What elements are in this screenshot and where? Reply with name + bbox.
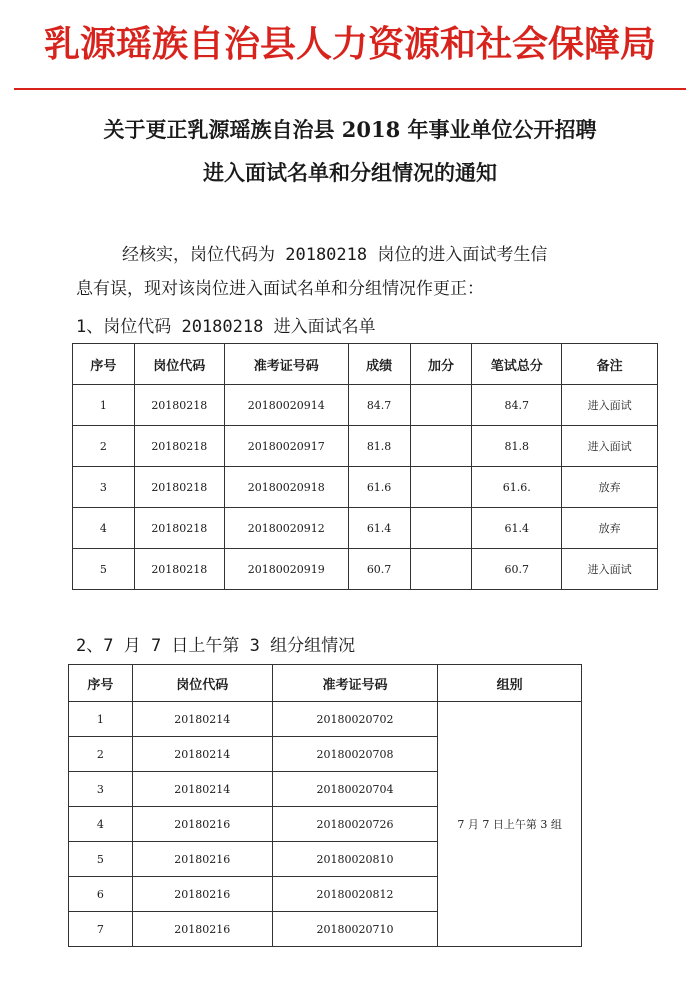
cell-seq: 7	[69, 912, 133, 947]
cell-exam-number: 20180020918	[224, 467, 348, 508]
body-paragraph-line-1: 经核实，岗位代码为 20180218 岗位的进入面试考生信	[122, 245, 548, 265]
col-header-bonus: 加分	[410, 344, 472, 385]
section-1-heading: 1、岗位代码 20180218 进入面试名单	[76, 317, 376, 337]
cell-seq: 1	[73, 385, 135, 426]
table-row	[73, 549, 658, 590]
cell-remarks: 进入面试	[562, 385, 658, 426]
col-header-post-code: 岗位代码	[134, 344, 224, 385]
cell-seq: 5	[73, 549, 135, 590]
col-header-exam-number: 准考证号码	[224, 344, 348, 385]
cell-seq: 3	[69, 772, 133, 807]
table-row	[73, 385, 658, 426]
issuing-authority-header: 乳源瑶族自治县人力资源和社会保障局	[43, 23, 656, 65]
cell-exam-number: 20180020710	[272, 912, 438, 947]
table-header-row	[73, 344, 658, 385]
cell-score: 84.7	[348, 385, 410, 426]
cell-seq: 4	[73, 508, 135, 549]
section-2-heading: 2、7 月 7 日上午第 3 组分组情况	[76, 636, 356, 656]
cell-remarks: 放弃	[562, 467, 658, 508]
cell-exam-number: 20180020919	[224, 549, 348, 590]
cell-exam-number: 20180020704	[272, 772, 438, 807]
cell-exam-number: 20180020917	[224, 426, 348, 467]
cell-score: 61.4	[348, 508, 410, 549]
table-row	[73, 508, 658, 549]
cell-post-code: 20180216	[132, 912, 272, 947]
cell-score: 81.8	[348, 426, 410, 467]
cell-exam-number: 20180020812	[272, 877, 438, 912]
cell-score: 61.6	[348, 467, 410, 508]
cell-post-code: 20180214	[132, 702, 272, 737]
cell-exam-number: 20180020726	[272, 807, 438, 842]
cell-post-code: 20180214	[132, 772, 272, 807]
table-header-row	[69, 665, 582, 702]
col-header-score: 成绩	[348, 344, 410, 385]
cell-exam-number: 20180020702	[272, 702, 438, 737]
cell-post-code: 20180218	[134, 549, 224, 590]
cell-post-code: 20180218	[134, 467, 224, 508]
col-header-remarks: 备注	[562, 344, 658, 385]
cell-post-code: 20180216	[132, 877, 272, 912]
cell-group: 7 月 7 日上午第 3 组	[438, 702, 582, 947]
cell-bonus	[410, 426, 472, 467]
interview-list-table	[72, 343, 658, 590]
body-paragraph-line-2: 息有误，现对该岗位进入面试名单和分组情况作更正：	[76, 279, 484, 299]
cell-score: 60.7	[348, 549, 410, 590]
document-title-line-2: 进入面试名单和分组情况的通知	[203, 160, 497, 185]
cell-seq: 6	[69, 877, 133, 912]
cell-exam-number: 20180020708	[272, 737, 438, 772]
cell-bonus	[410, 508, 472, 549]
cell-remarks: 放弃	[562, 508, 658, 549]
cell-post-code: 20180216	[132, 842, 272, 877]
cell-post-code: 20180216	[132, 807, 272, 842]
cell-seq: 4	[69, 807, 133, 842]
grouping-table	[68, 664, 582, 947]
cell-written-total: 60.7	[472, 549, 562, 590]
cell-written-total: 81.8	[472, 426, 562, 467]
cell-seq: 2	[73, 426, 135, 467]
table-row	[73, 467, 658, 508]
table-row	[69, 702, 582, 737]
col-header-exam-number: 准考证号码	[272, 665, 438, 702]
cell-written-total: 61.6.	[472, 467, 562, 508]
cell-exam-number: 20180020810	[272, 842, 438, 877]
col-header-seq: 序号	[69, 665, 133, 702]
cell-exam-number: 20180020912	[224, 508, 348, 549]
table-row	[73, 426, 658, 467]
col-header-group: 组别	[438, 665, 582, 702]
cell-written-total: 61.4	[472, 508, 562, 549]
cell-seq: 5	[69, 842, 133, 877]
cell-exam-number: 20180020914	[224, 385, 348, 426]
document-title-line-1: 关于更正乳源瑶族自治县 2018 年事业单位公开招聘	[103, 117, 597, 142]
col-header-post-code: 岗位代码	[132, 665, 272, 702]
cell-seq: 3	[73, 467, 135, 508]
col-header-seq: 序号	[73, 344, 135, 385]
col-header-written-total: 笔试总分	[472, 344, 562, 385]
cell-remarks: 进入面试	[562, 426, 658, 467]
cell-post-code: 20180218	[134, 385, 224, 426]
cell-post-code: 20180218	[134, 508, 224, 549]
cell-bonus	[410, 385, 472, 426]
cell-bonus	[410, 467, 472, 508]
red-header-rule	[14, 88, 686, 90]
cell-post-code: 20180214	[132, 737, 272, 772]
cell-remarks: 进入面试	[562, 549, 658, 590]
cell-post-code: 20180218	[134, 426, 224, 467]
cell-written-total: 84.7	[472, 385, 562, 426]
cell-seq: 1	[69, 702, 133, 737]
cell-seq: 2	[69, 737, 133, 772]
cell-bonus	[410, 549, 472, 590]
